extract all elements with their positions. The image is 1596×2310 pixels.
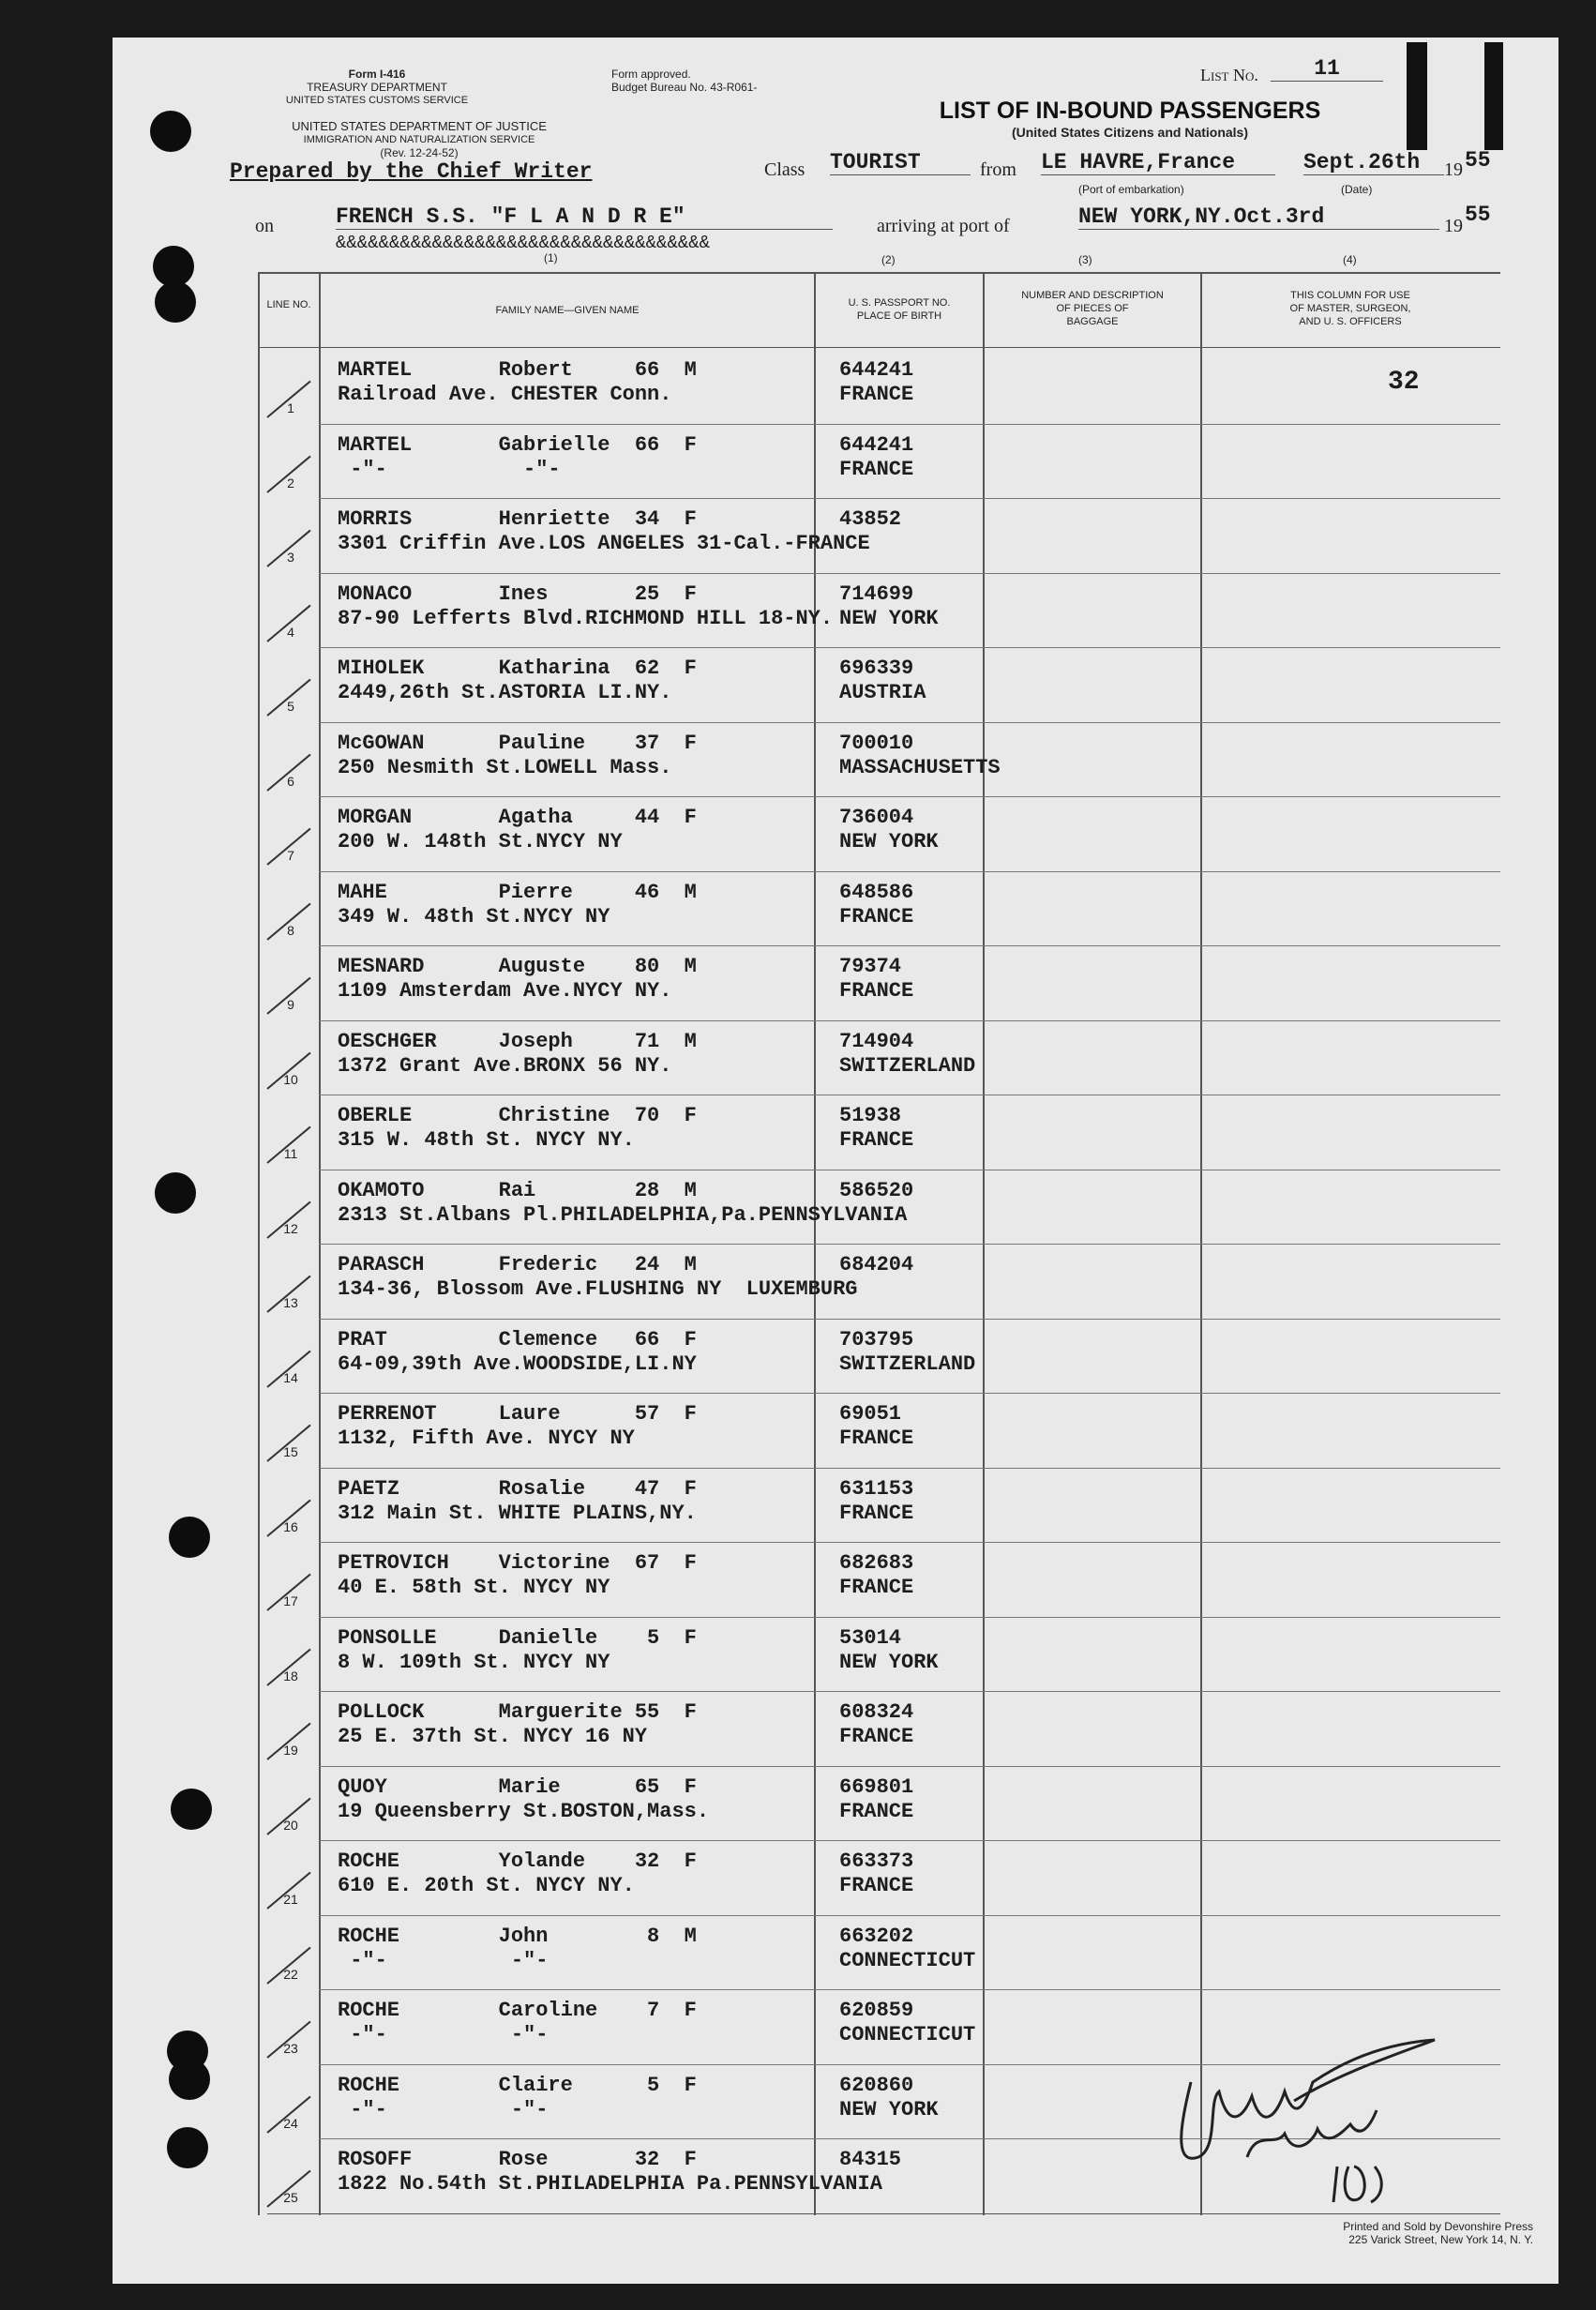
line-number: 1 — [287, 400, 294, 415]
place-of-birth: MASSACHUSETTS — [839, 755, 1001, 779]
place-of-birth: FRANCE — [839, 904, 914, 929]
approval-block — [611, 68, 818, 94]
year-prefix-2: 19 — [1444, 216, 1463, 236]
departure-date: Sept.26th — [1303, 150, 1444, 175]
passport-number: 608324 — [839, 1700, 914, 1724]
line-number: 21 — [283, 1892, 298, 1907]
line-number: 12 — [283, 1220, 298, 1236]
line-number: 15 — [283, 1444, 298, 1459]
row-rule — [319, 498, 1500, 499]
passenger-name-line: McGOWAN Pauline 37 F — [338, 731, 697, 755]
row-rule — [319, 573, 1500, 574]
table-bottom-rule — [267, 2213, 1500, 2214]
punch-hole — [171, 1789, 212, 1830]
passport-number: 620859 — [839, 1999, 914, 2022]
year-suffix-1: 55 — [1465, 148, 1491, 173]
line-number: 25 — [283, 2190, 298, 2205]
officer-note: 32 — [1388, 368, 1420, 397]
header-passport-line-1: U. S. PASSPORT NO. — [848, 297, 951, 309]
row-rule — [319, 1617, 1500, 1618]
passenger-address-line: 64-09,39th Ave.WOODSIDE,LI.NY — [338, 1351, 697, 1376]
port-embark-caption: (Port of embarkation) — [1078, 183, 1184, 196]
passenger-address-line: 134-36, Blossom Ave.FLUSHING NY LUXEMBURG — [338, 1277, 858, 1301]
passenger-name-line: ROCHE Claire 5 F — [338, 2073, 697, 2097]
passenger-name-line: POLLOCK Marguerite 55 F — [338, 1700, 697, 1724]
on-label: on — [255, 216, 274, 236]
passenger-address-line: 2449,26th St.ASTORIA LI.NY. — [338, 681, 672, 704]
passport-number: 700010 — [839, 731, 914, 755]
line-number: 11 — [283, 1146, 298, 1161]
approval-line-2: Budget Bureau No. 43-R061- — [611, 81, 758, 94]
line-number: 22 — [283, 1966, 298, 1982]
row-rule — [319, 1766, 1500, 1767]
place-of-birth: FRANCE — [839, 1128, 914, 1152]
passport-number: 43852 — [839, 507, 902, 531]
place-of-birth: FRANCE — [839, 1725, 914, 1748]
place-of-birth: FRANCE — [839, 979, 914, 1003]
printer-line-2: 225 Varick Street, New York 14, N. Y. — [1348, 2233, 1533, 2246]
row-rule — [319, 945, 1500, 946]
passenger-name-line: MARTEL Gabrielle 66 F — [338, 432, 697, 457]
line-number: 20 — [283, 1817, 298, 1833]
revision-label: (Rev. 12-24-52) — [380, 146, 459, 159]
class-value: TOURIST — [830, 150, 971, 175]
approval-line-1: Form approved. — [611, 68, 691, 81]
table-header-rule — [258, 347, 1500, 348]
passenger-name-line: OBERLE Christine 70 F — [338, 1104, 697, 1127]
passenger-address-line: -"- -"- — [338, 2097, 549, 2121]
line-number: 3 — [287, 550, 294, 565]
line-number: 24 — [283, 2115, 298, 2131]
row-rule — [319, 1244, 1500, 1245]
place-of-birth: FRANCE — [839, 1874, 914, 1897]
header-baggage-line-2: OF PIECES OF — [1056, 303, 1129, 314]
header-baggage-line-1: NUMBER AND DESCRIPTION — [1021, 290, 1164, 301]
form-title: LIST OF IN-BOUND PASSENGERS — [939, 98, 1321, 124]
column-mark-2: (2) — [881, 253, 896, 266]
form-subtitle: (United States Citizens and Nationals) — [1011, 125, 1249, 140]
date-caption: (Date) — [1341, 183, 1373, 196]
justice-label: UNITED STATES DEPARTMENT OF JUSTICE — [292, 119, 547, 133]
punch-hole — [155, 1172, 196, 1214]
place-of-birth: FRANCE — [839, 383, 914, 406]
customs-label: UNITED STATES CUSTOMS SERVICE — [285, 95, 469, 106]
passenger-name-line: OKAMOTO Rai 28 M — [338, 1178, 697, 1202]
header-baggage-line-3: BAGGAGE — [1066, 316, 1119, 327]
line-number: 4 — [287, 624, 294, 640]
passenger-address-line: 1109 Amsterdam Ave.NYCY NY. — [338, 979, 672, 1003]
header-officers-line-2: OF MASTER, SURGEON, — [1289, 303, 1411, 314]
row-rule — [319, 1989, 1500, 1990]
form-page — [113, 38, 1558, 2284]
passenger-address-line: 1132, Fifth Ave. NYCY NY — [338, 1427, 635, 1450]
list-no-label: List No. — [1200, 66, 1258, 84]
passenger-address-line: 8 W. 109th St. NYCY NY — [338, 1650, 610, 1674]
prepared-by: Prepared by the Chief Writer — [230, 159, 593, 184]
treasury-label: TREASURY DEPARTMENT — [307, 81, 447, 94]
passenger-name-line: MAHE Pierre 46 M — [338, 880, 697, 904]
header-officers-line-1: THIS COLUMN FOR USE — [1290, 290, 1410, 301]
place-of-birth: SWITZERLAND — [839, 1351, 976, 1376]
from-label: from — [980, 159, 1016, 180]
line-number: 23 — [283, 2041, 298, 2056]
passenger-address-line: 3301 Criffin Ave.LOS ANGELES 31-Cal.-FRANCE — [338, 532, 870, 555]
passenger-name-line: MIHOLEK Katharina 62 F — [338, 657, 697, 680]
passport-number: 663202 — [839, 1924, 914, 1948]
passport-number: 663373 — [839, 1850, 914, 1873]
year-prefix-1: 19 — [1444, 159, 1463, 180]
passenger-name-line: ROSOFF Rose 32 F — [338, 2148, 697, 2171]
row-rule — [319, 1020, 1500, 1021]
printer-line-1: Printed and Sold by Devonshire Press — [1343, 2220, 1533, 2233]
table-top-rule — [258, 272, 1500, 274]
header-baggage — [985, 289, 1200, 328]
punch-hole — [169, 2059, 210, 2100]
punch-hole — [167, 2127, 208, 2168]
place-of-birth: NEW YORK — [839, 2097, 939, 2121]
passenger-name-line: MORRIS Henriette 34 F — [338, 507, 697, 531]
place-of-birth: FRANCE — [839, 1576, 914, 1599]
header-officers-line-3: AND U. S. OFFICERS — [1299, 316, 1402, 327]
passenger-address-line: 349 W. 48th St.NYCY NY — [338, 904, 610, 929]
place-of-birth: FRANCE — [839, 1427, 914, 1450]
row-rule — [319, 1319, 1500, 1320]
form-header-left — [255, 68, 499, 107]
place-of-birth: CONNECTICUT — [839, 1948, 976, 1972]
column-mark-3: (3) — [1078, 253, 1092, 266]
passport-number: 53014 — [839, 1625, 902, 1650]
row-rule — [319, 424, 1500, 425]
form-title-block — [928, 98, 1332, 140]
line-number: 7 — [287, 848, 294, 863]
place-of-birth: NEW YORK — [839, 606, 939, 630]
line-number: 13 — [283, 1295, 298, 1310]
line-number: 17 — [283, 1593, 298, 1608]
column-mark-4: (4) — [1343, 253, 1357, 266]
row-rule — [319, 1691, 1500, 1692]
punch-hole — [169, 1517, 210, 1558]
header-line-no: LINE NO. — [266, 299, 311, 310]
port-of-embarkation: LE HAVRE,France — [1041, 150, 1275, 175]
line-number: 19 — [283, 1743, 298, 1758]
passenger-name-line: MONACO Ines 25 F — [338, 581, 697, 606]
passport-number: 631153 — [839, 1476, 914, 1501]
passenger-name-line: PETROVICH Victorine 67 F — [338, 1551, 697, 1575]
place-of-birth: FRANCE — [839, 1501, 914, 1525]
row-rule — [319, 871, 1500, 872]
row-rule — [319, 1393, 1500, 1394]
passenger-name-line: PONSOLLE Danielle 5 F — [338, 1625, 697, 1650]
passport-number: 644241 — [839, 358, 914, 382]
line-number: 5 — [287, 699, 294, 714]
printer-credit — [1233, 2220, 1533, 2246]
column-mark-1: (1) — [544, 251, 558, 264]
passenger-address-line: Railroad Ave. CHESTER Conn. — [338, 383, 672, 406]
place-of-birth: NEW YORK — [839, 830, 939, 853]
passport-number: 703795 — [839, 1327, 914, 1351]
ins-label: IMMIGRATION AND NATURALIZATION SERVICE — [303, 134, 535, 145]
line-number: 2 — [287, 475, 294, 491]
passenger-address-line: -"- -"- — [338, 1948, 549, 1972]
passenger-address-line: 19 Queensberry St.BOSTON,Mass. — [338, 1799, 710, 1823]
passenger-address-line: 315 W. 48th St. NYCY NY. — [338, 1128, 635, 1152]
list-number: 11 — [1271, 56, 1383, 82]
passenger-address-line: 250 Nesmith St.LOWELL Mass. — [338, 755, 672, 779]
header-name: FAMILY NAME—GIVEN NAME — [495, 305, 640, 316]
passport-number: 682683 — [839, 1551, 914, 1575]
passport-number: 79374 — [839, 955, 902, 978]
passenger-name-line: MARTEL Robert 66 M — [338, 358, 697, 382]
passenger-name-line: PRAT Clemence 66 F — [338, 1327, 697, 1351]
passport-number: 684204 — [839, 1253, 914, 1276]
port-of-arrival: NEW YORK,NY.Oct.3rd — [1078, 204, 1439, 230]
line-number: 10 — [283, 1071, 298, 1087]
place-of-birth: FRANCE — [839, 1799, 914, 1823]
passenger-name-line: PARASCH Frederic 24 M — [338, 1253, 697, 1276]
justice-block — [255, 120, 583, 159]
passenger-name-line: ROCHE John 8 M — [338, 1924, 697, 1948]
year-suffix-2: 55 — [1465, 203, 1491, 227]
passenger-address-line: 312 Main St. WHITE PLAINS,NY. — [338, 1501, 697, 1525]
punch-hole — [150, 111, 191, 152]
officer-signature — [1153, 2016, 1453, 2204]
passport-number: 669801 — [839, 1774, 914, 1799]
passenger-name-line: ROCHE Caroline 7 F — [338, 1999, 697, 2022]
passenger-name-line: MORGAN Agatha 44 F — [338, 806, 697, 829]
line-number: 16 — [283, 1518, 298, 1534]
arriving-label: arriving at port of — [877, 216, 1010, 236]
passenger-address-line: 87-90 Lefferts Blvd.RICHMOND HILL 18-NY. — [338, 606, 834, 630]
row-rule — [319, 1542, 1500, 1543]
passenger-address-line: 1372 Grant Ave.BRONX 56 NY. — [338, 1053, 672, 1078]
table-left-rule — [258, 272, 260, 2215]
line-number: 9 — [287, 997, 294, 1012]
header-passport — [816, 296, 983, 323]
passenger-name-line: MESNARD Auguste 80 M — [338, 955, 697, 978]
passport-number: 714904 — [839, 1029, 914, 1053]
ink-mark — [1484, 42, 1503, 150]
passport-number: 620860 — [839, 2073, 914, 2097]
passenger-name-line: OESCHGER Joseph 71 M — [338, 1029, 697, 1053]
passenger-address-line: 25 E. 37th St. NYCY 16 NY — [338, 1725, 648, 1748]
passenger-address-line: 610 E. 20th St. NYCY NY. — [338, 1874, 635, 1897]
form-number: Form I-416 — [348, 68, 406, 81]
passport-number: 736004 — [839, 806, 914, 829]
place-of-birth: FRANCE — [839, 457, 914, 481]
passport-number: 714699 — [839, 581, 914, 606]
ship-name: FRENCH S.S. "F L A N D R E" — [336, 204, 833, 230]
row-rule — [319, 647, 1500, 648]
passport-number: 69051 — [839, 1402, 902, 1426]
line-number: 8 — [287, 922, 294, 938]
header-passport-line-2: PLACE OF BIRTH — [856, 310, 942, 322]
punch-hole — [155, 281, 196, 323]
row-rule — [319, 796, 1500, 797]
ship-strikeout: &&&&&&&&&&&&&&&&&&&&&&&&&&&&&&&&&&& — [336, 233, 711, 253]
place-of-birth: AUSTRIA — [839, 681, 926, 704]
passenger-name-line: PAETZ Rosalie 47 F — [338, 1476, 697, 1501]
row-rule — [319, 1840, 1500, 1841]
passenger-address-line: 200 W. 148th St.NYCY NY — [338, 830, 623, 853]
row-rule — [319, 1915, 1500, 1916]
passport-number: 586520 — [839, 1178, 914, 1202]
passenger-address-line: 1822 No.54th St.PHILADELPHIA Pa.PENNSYLVANIA — [338, 2172, 882, 2196]
class-label: Class — [764, 159, 806, 180]
passenger-address-line: -"- -"- — [338, 457, 561, 481]
passenger-address-line: 40 E. 58th St. NYCY NY — [338, 1576, 610, 1599]
place-of-birth: NEW YORK — [839, 1650, 939, 1674]
place-of-birth: SWITZERLAND — [839, 1053, 976, 1078]
passenger-name-line: ROCHE Yolande 32 F — [338, 1850, 697, 1873]
header-officers — [1202, 289, 1498, 328]
line-number: 6 — [287, 773, 294, 789]
passport-number: 644241 — [839, 432, 914, 457]
passenger-address-line: 2313 St.Albans Pl.PHILADELPHIA,Pa.PENNSYLVANIA — [338, 1202, 908, 1227]
passport-number: 648586 — [839, 880, 914, 904]
row-rule — [319, 1468, 1500, 1469]
ink-mark — [1407, 42, 1427, 150]
place-of-birth: CONNECTICUT — [839, 2023, 976, 2046]
passenger-name-line: PERRENOT Laure 57 F — [338, 1402, 697, 1426]
passenger-address-line: -"- -"- — [338, 2023, 549, 2046]
row-rule — [319, 722, 1500, 723]
line-number: 18 — [283, 1668, 298, 1683]
passport-number: 696339 — [839, 657, 914, 680]
passport-number: 51938 — [839, 1104, 902, 1127]
passport-number: 84315 — [839, 2148, 902, 2171]
passenger-name-line: QUOY Marie 65 F — [338, 1774, 697, 1799]
line-number: 14 — [283, 1369, 298, 1385]
